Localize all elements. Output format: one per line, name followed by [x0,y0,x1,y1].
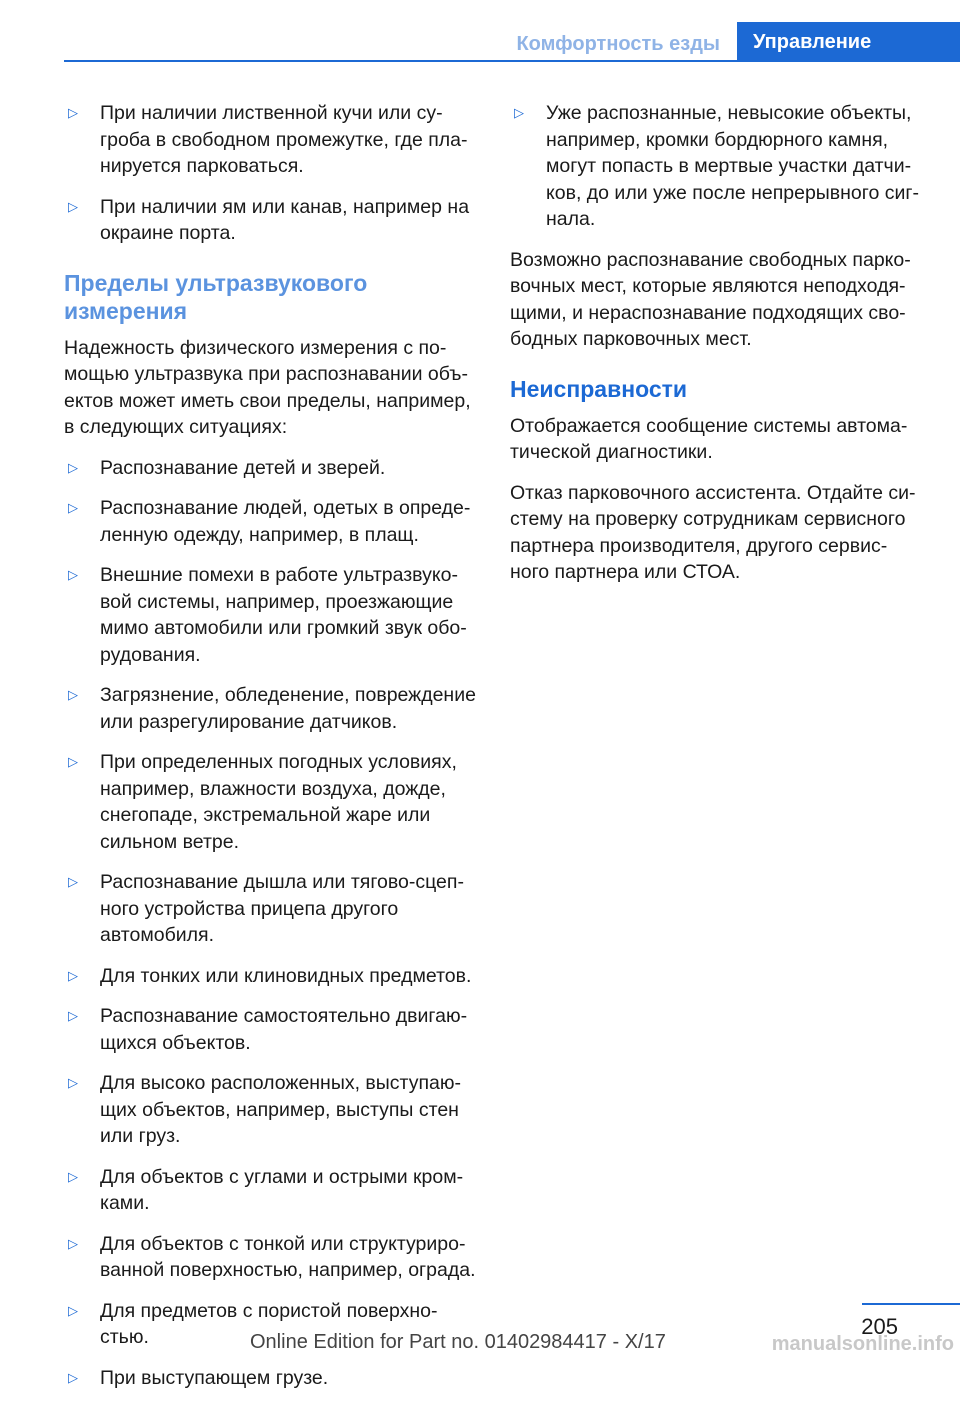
triangle-bullet-icon: ▷ [68,687,78,702]
list-item [64,1365,478,1392]
right-column [510,100,924,600]
left-column [64,100,478,1405]
list-item-text: Для предметов с пористой поверхно-стью. [100,1299,438,1348]
triangle-bullet-icon: ▷ [68,1075,78,1090]
header-chapter-tab: Управление [737,22,960,62]
list-item-text: Для высоко расположенных, выступаю-щих объектов, например, выступы стен или груз. [100,1072,461,1147]
list-item [64,1164,478,1217]
list-item-text: Распознавание дышла или тягово-сцеп-ного устройства прицепа другого автомобиля. [100,871,464,946]
footer-rule [862,1303,960,1305]
list-item [64,100,478,180]
triangle-bullet-icon: ▷ [68,500,78,515]
list-item-text: Загрязнение, обледенение, повреждение или разрегулирование датчиков. [100,684,476,733]
right-top-list [510,100,924,233]
edition-note: Online Edition for Part no. 01402984417 - X/17 [250,1331,666,1353]
list-item-text: При определенных погодных условиях, например, влажности воздуха, дожде, снегопаде, экстремальной жаре или сильном ветре. [100,751,457,853]
list-item-text: При наличии лиственной кучи или су-гроба в свободном промежутке, где пла-нируется парковаться. [100,102,468,177]
triangle-bullet-icon: ▷ [68,459,78,475]
list-item [64,749,478,855]
list-item [64,1231,478,1284]
malfunction-paragraph-1: Отображается сообщение системы автома-тической диагностики. [510,414,908,463]
list-item [64,562,478,668]
list-item [64,194,478,247]
triangle-bullet-icon: ▷ [68,754,78,769]
list-item-text: Распознавание людей, одетых в опреде-ленную одежду, например, в плащ. [100,497,471,546]
page-number: 205 [861,1314,898,1339]
triangle-bullet-icon: ▷ [514,105,524,120]
watermark: manualsonline.info [771,1333,954,1355]
list-item [64,455,478,482]
list-item-text: Внешние помехи в работе ультразвуко-вой системы, например, проезжающие мимо автомобили или громкий звук обо-рудования. [100,564,467,666]
triangle-bullet-icon: ▷ [68,1369,78,1385]
list-item-text: Распознавание самостоятельно двигаю-щихся объектов. [100,1005,468,1054]
triangle-bullet-icon: ▷ [68,567,78,582]
list-item [64,963,478,990]
triangle-bullet-icon: ▷ [68,198,78,214]
malfunction-paragraph-2: Отказ парковочного ассистента. Отдайте си-стему на проверку сотрудникам сервисного партнера производителя, другого сервис-ного партнера или СТОА. [510,481,916,583]
list-item [64,869,478,949]
list-item-text: Для объектов с углами и острыми кром-ками. [100,1165,464,1214]
list-item [64,682,478,735]
left-top-list [64,100,478,247]
parking-space-paragraph: Возможно распознавание свободных парко-вочных мест, которые являются неподходя-щими, и нераспознавание подходящих сво-бодных парковочных мест. [510,248,911,350]
ultrasound-limits-paragraph: Надежность физического измерения с по-мощью ультразвука при распознавании объ-ектов может иметь свои пределы, например, в следующих ситуациях: [64,336,471,438]
triangle-bullet-icon: ▷ [68,874,78,889]
triangle-bullet-icon: ▷ [68,1008,78,1023]
list-item-text: При выступающем грузе. [100,1366,329,1389]
triangle-bullet-icon: ▷ [68,1168,78,1184]
list-item-text: Распознавание детей и зверей. [100,456,386,479]
triangle-bullet-icon: ▷ [68,967,78,983]
triangle-bullet-icon: ▷ [68,1235,78,1251]
section-heading-malfunctions: Неисправности [510,375,688,402]
list-item [510,100,924,233]
list-item [64,495,478,548]
triangle-bullet-icon: ▷ [68,105,78,120]
header-section-title: Комфортность езды [516,33,720,55]
section-heading-ultrasound-limits: Пределы ультразвукового измерения [64,269,368,324]
ultrasound-limits-list [64,455,478,1392]
list-item-text: При наличии ям или канав, например на окраине порта. [100,195,470,244]
list-item-text: Для объектов с тонкой или структуриро-ванной поверхностью, например, ограда. [100,1232,476,1281]
list-item-text: Для тонких или клиновидных предметов. [100,964,472,987]
triangle-bullet-icon: ▷ [68,1302,78,1318]
list-item [64,1070,478,1150]
list-item-text: Уже распознанные, невысокие объекты, например, кромки бордюрного камня, могут попасть в мертвые участки датчи-ков, до или уже после непрерывного сиг-нала. [546,102,919,230]
list-item [64,1003,478,1056]
